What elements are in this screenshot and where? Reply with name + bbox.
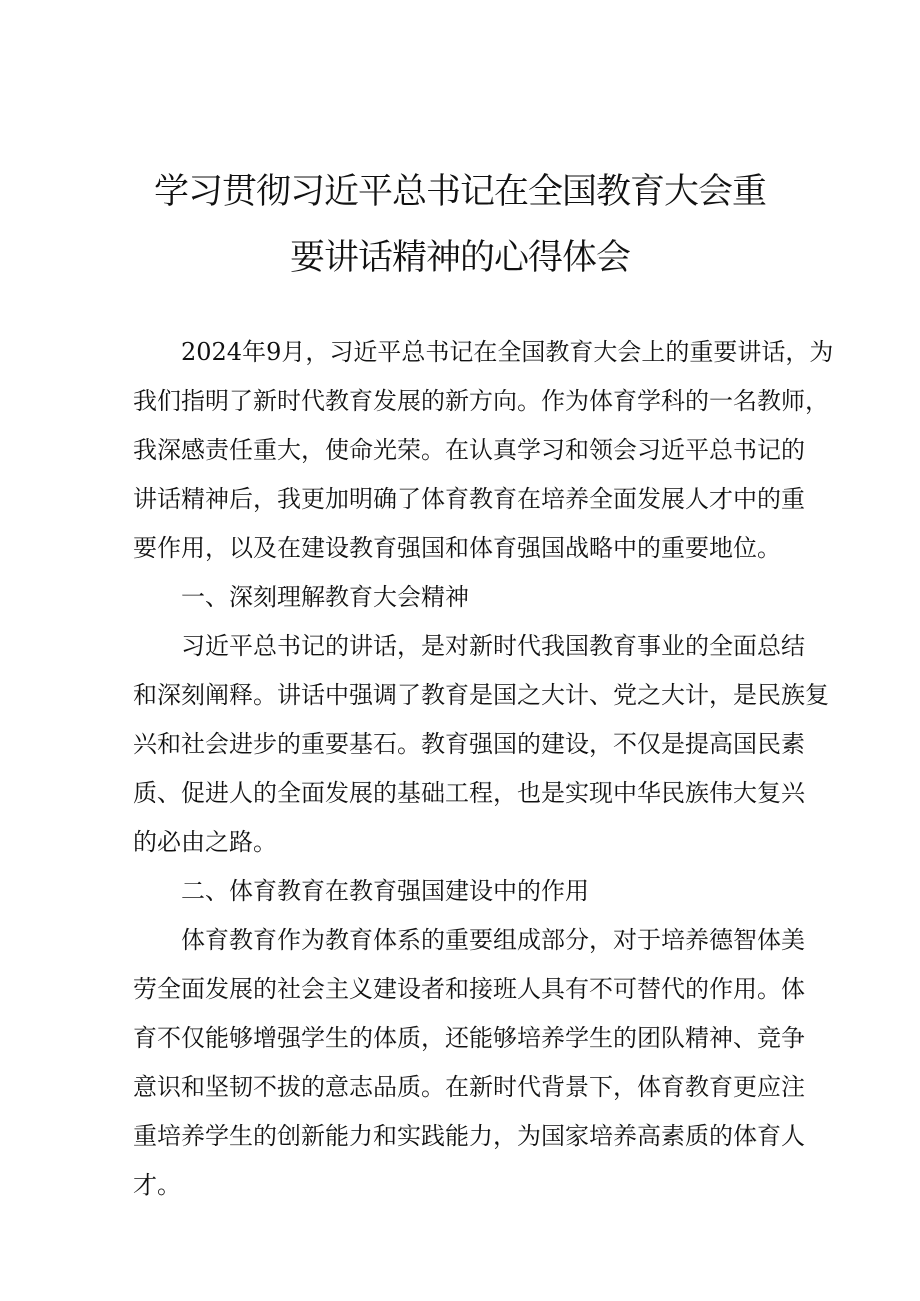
paragraph-1-line-5: 要作用，以及在建设教育强国和体育强国战略中的重要地位。 — [133, 534, 781, 562]
section-heading-1: 一、深刻理解教育大会精神 — [181, 583, 469, 611]
paragraph-2-line-5: 的必由之路。 — [133, 828, 277, 856]
document-title-line-1: 学习贯彻习近平总书记在全国教育大会重 — [153, 172, 766, 212]
paragraph-1-line-4: 讲话精神后，我更加明确了体育教育在培养全面发展人才中的重 — [133, 485, 805, 513]
paragraph-3-line-4: 意识和坚韧不拔的意志品质。在新时代背景下，体育教育更应注 — [133, 1073, 805, 1101]
paragraph-3-line-3: 育不仅能够增强学生的体质，还能够培养学生的团队精神、竞争 — [133, 1024, 805, 1052]
paragraph-1-line-1: 2024年9月，习近平总书记在全国教育大会上的重要讲话，为 — [181, 338, 834, 366]
paragraph-2-line-4: 质、促进人的全面发展的基础工程，也是实现中华民族伟大复兴 — [133, 779, 805, 807]
paragraph-1-line-2: 我们指明了新时代教育发展的新方向。作为体育学科的一名教师， — [133, 387, 829, 415]
paragraph-3-line-1: 体育教育作为教育体系的重要组成部分，对于培养德智体美 — [181, 926, 805, 954]
paragraph-2-line-1: 习近平总书记的讲话，是对新时代我国教育事业的全面总结 — [181, 632, 805, 660]
document-title-line-2: 要讲话精神的心得体会 — [289, 238, 630, 278]
section-heading-2: 二、体育教育在教育强国建设中的作用 — [181, 877, 589, 905]
paragraph-3-line-2: 劳全面发展的社会主义建设者和接班人具有不可替代的作用。体 — [133, 975, 805, 1003]
paragraph-3-line-6: 才。 — [133, 1171, 181, 1199]
paragraph-1-line-3: 我深感责任重大，使命光荣。在认真学习和领会习近平总书记的 — [133, 436, 805, 464]
paragraph-3-line-5: 重培养学生的创新能力和实践能力，为国家培养高素质的体育人 — [133, 1122, 805, 1150]
paragraph-2-line-3: 兴和社会进步的重要基石。教育强国的建设，不仅是提高国民素 — [133, 730, 805, 758]
paragraph-2-line-2: 和深刻阐释。讲话中强调了教育是国之大计、党之大计，是民族复 — [133, 681, 829, 709]
